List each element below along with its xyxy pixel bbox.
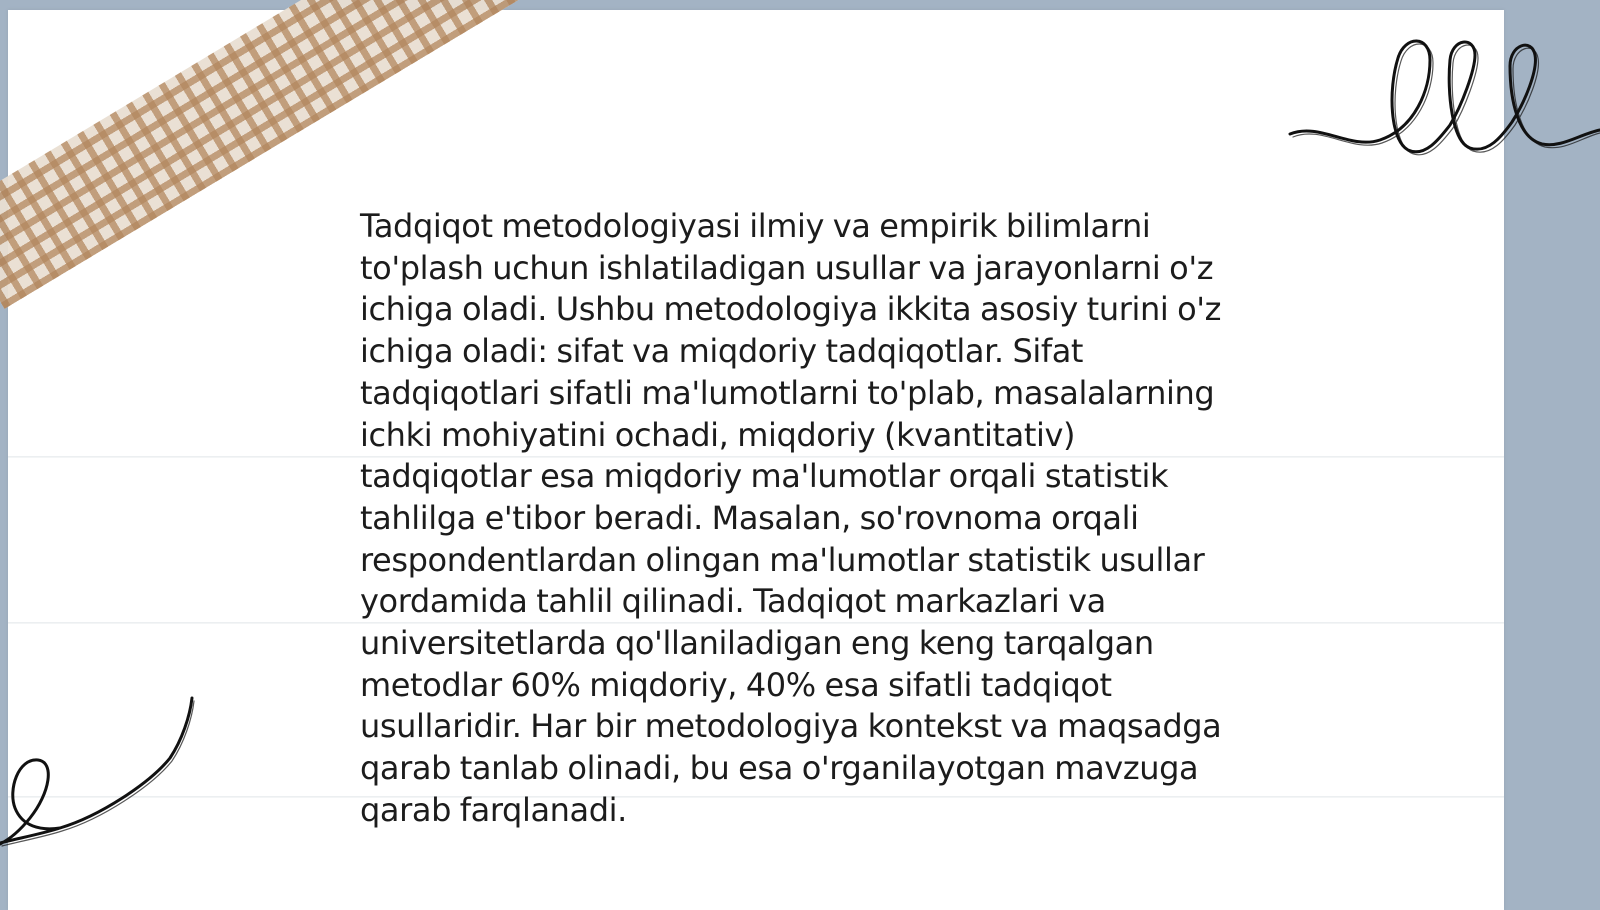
check-doodle-icon <box>0 698 200 848</box>
body-paragraph: Tadqiqot metodologiyasi ilmiy va empirik bilimlarni to'plash uchun ishlatiladigan usullar va jarayonlarni o'z ichiga oladi. Ushbu metodologiya ikkita asosiy turini o'z ichiga oladi: sifat va miqdoriy tadqiqotlar. Sifat tadqiqotlari sifatli ma'lumotlarni to'plab, masalalarning ichki mohiyatini ochadi, miqdoriy (kvantitativ) tadqiqotlar esa miqdoriy ma'lumotlar orqali statistik tahlilga e'tibor beradi. Masalan, so'rovnoma orqali respondentlardan olingan ma'lumotlar statistik usullar yordamida tahlil qilinadi. Tadqiqot markazlari va universitetlarda qo'llaniladigan eng keng tarqalgan metodlar 60% miqdoriy, 40% esa sifatli tadqiqot usullaridir. Har bir metodologiya kontekst va maqsadga qarab tanlab olinadi, bu esa o'rganilayotgan mavzuga qarab farqlanadi. <box>360 207 1222 829</box>
loop-doodle-icon <box>1290 30 1600 170</box>
